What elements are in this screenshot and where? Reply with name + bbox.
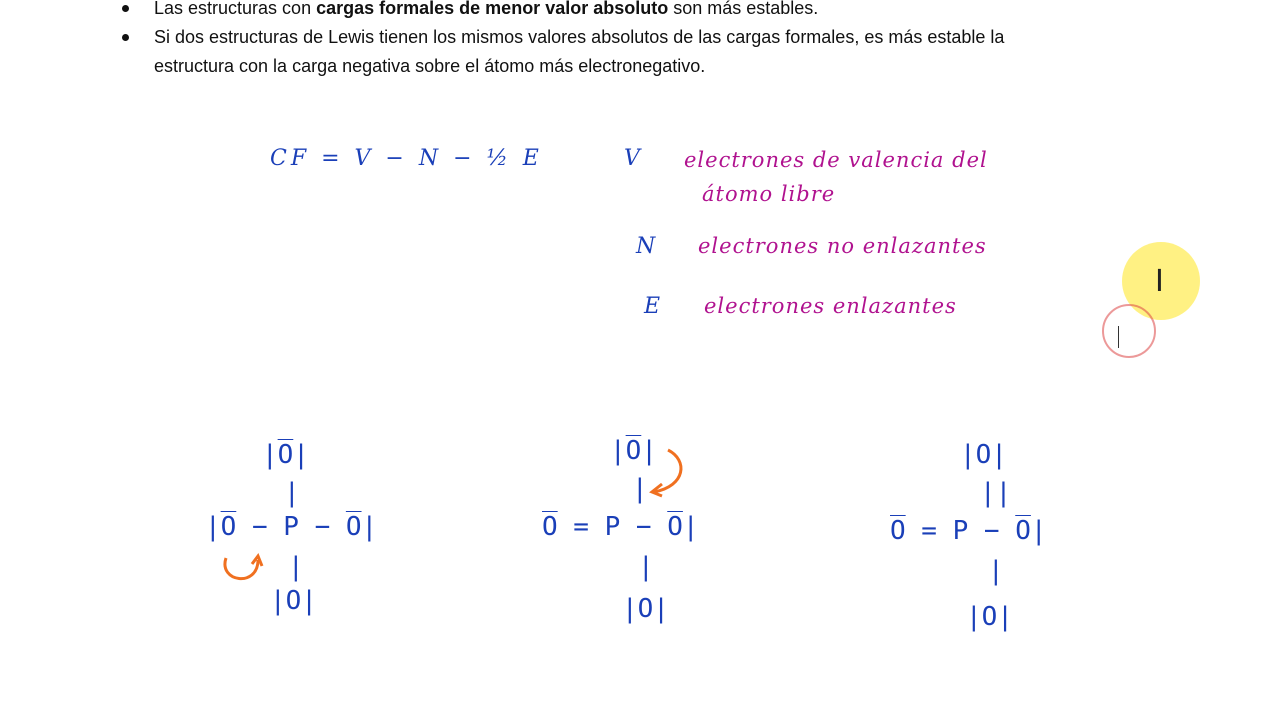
structure-1-middle: |O̅ − P − O̅|: [205, 512, 378, 542]
structure-1-bottom-bond: |: [288, 552, 304, 582]
electron-shift-arrow-icon: [646, 446, 690, 498]
legend-symbol-v: V: [624, 146, 644, 171]
formal-charge-formula: CF = V − N − ½ E: [270, 146, 543, 171]
bullet-bold-text: cargas formales de menor valor absoluto: [316, 0, 669, 18]
structure-3-bottom-bond: |: [988, 556, 1004, 586]
legend-symbol-n: N: [636, 234, 660, 259]
structure-3-bottom-oxygen: |O|: [966, 602, 1013, 632]
structure-1-top-bond: |: [284, 478, 300, 508]
bullet-item: [118, 23, 1018, 81]
bullet-item: [118, 0, 1018, 23]
structure-2-bottom-bond: |: [638, 552, 654, 582]
legend-symbol-e: E: [644, 294, 665, 319]
structure-1-top-oxygen: |O̅|: [262, 440, 309, 470]
structure-2-middle: O̅ = P − O̅|: [542, 512, 699, 542]
structure-3-top-oxygen: |O|: [960, 440, 1007, 470]
structure-2-top-bond: |: [632, 474, 648, 504]
text-caret: [1118, 326, 1119, 348]
bullet-text: Las estructuras con: [154, 0, 317, 18]
structure-2-bottom-oxygen: |O|: [622, 594, 669, 624]
legend-text-v-2: átomo libre: [702, 182, 836, 206]
legend-text-e: electrones enlazantes: [704, 294, 957, 318]
bullet-text: son más estables.: [668, 0, 819, 18]
bullet-list: [118, 0, 1018, 81]
structure-2-top-oxygen: |O̅|: [610, 436, 657, 466]
structure-3-top-bond: ||: [980, 478, 1012, 508]
structure-1-bottom-oxygen: |O|: [270, 586, 317, 616]
structure-3-middle: O̅ = P − O̅|: [890, 516, 1047, 546]
text-cursor-icon: I: [1155, 264, 1164, 299]
click-indicator-icon: [1102, 304, 1156, 358]
bullet-text: Si dos estructuras de Lewis tienen los mismos valores absolutos de las cargas formales, es más estable la estructura con la carga negativa sobre el átomo más electronegativo.: [154, 27, 1005, 76]
electron-shift-arrow-icon: [218, 552, 268, 590]
legend-text-n: electrones no enlazantes: [698, 234, 987, 258]
legend-text-v: electrones de valencia del: [684, 148, 988, 172]
